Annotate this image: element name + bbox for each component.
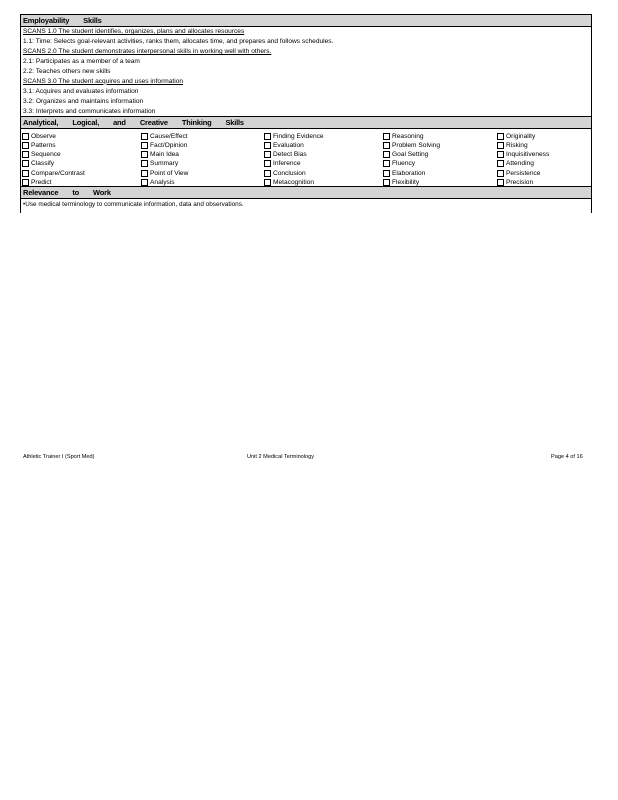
skill-checkbox-item[interactable] bbox=[22, 169, 85, 178]
skill-checkbox-item[interactable] bbox=[22, 150, 85, 159]
skill-checkbox-item[interactable] bbox=[264, 141, 324, 150]
skill-checkbox-item[interactable] bbox=[22, 141, 85, 150]
checkbox[interactable] bbox=[141, 133, 148, 140]
checkbox[interactable] bbox=[497, 142, 504, 149]
relevance-text: •Use medical terminology to communicate information, data and observations. bbox=[23, 201, 244, 209]
skill-label: Goal Setting bbox=[392, 151, 429, 159]
skill-label: Detect Bias bbox=[273, 151, 307, 159]
skill-checkbox-item[interactable] bbox=[383, 131, 440, 140]
skill-label: Attending bbox=[506, 160, 534, 168]
footer-course: Athletic Trainer I (Sport Med) bbox=[23, 454, 95, 460]
skill-checkbox-item[interactable] bbox=[264, 178, 324, 187]
checkbox[interactable] bbox=[141, 179, 148, 186]
skill-checkbox-item[interactable] bbox=[497, 169, 549, 178]
checkbox[interactable] bbox=[383, 170, 390, 177]
checkbox[interactable] bbox=[141, 151, 148, 158]
checkbox[interactable] bbox=[264, 179, 271, 186]
skills-column bbox=[141, 131, 188, 187]
checkbox[interactable] bbox=[497, 133, 504, 140]
header-word: Logical, bbox=[72, 118, 100, 128]
skill-checkbox-item[interactable] bbox=[383, 150, 440, 159]
skill-label: Inquisitiveness bbox=[506, 151, 550, 159]
header-word: Skills bbox=[83, 16, 102, 25]
skill-label: Analysis bbox=[150, 179, 175, 187]
scans-competency: 3.1: Acquires and evaluates information bbox=[23, 87, 139, 95]
skill-label: Predict bbox=[31, 179, 52, 187]
skill-checkbox-item[interactable] bbox=[22, 178, 85, 187]
header-word: Relevance bbox=[23, 188, 59, 198]
footer-unit: Unit 2 Medical Terminology bbox=[247, 454, 315, 460]
skill-label: Conclusion bbox=[273, 169, 306, 177]
skill-checkbox-item[interactable] bbox=[141, 159, 188, 168]
skill-checkbox-item[interactable] bbox=[141, 169, 188, 178]
scans-competency: 2.2: Teaches others new skills bbox=[23, 67, 111, 75]
skill-checkbox-item[interactable] bbox=[141, 150, 188, 159]
skill-checkbox-item[interactable] bbox=[497, 178, 549, 187]
skill-checkbox-item[interactable] bbox=[264, 150, 324, 159]
skill-label: Finding Evidence bbox=[273, 132, 324, 140]
header-word: Work bbox=[93, 188, 111, 198]
checkbox[interactable] bbox=[383, 142, 390, 149]
checkbox[interactable] bbox=[497, 170, 504, 177]
checkbox[interactable] bbox=[264, 133, 271, 140]
checkbox[interactable] bbox=[22, 133, 29, 140]
skill-label: Classify bbox=[31, 160, 55, 168]
checkbox[interactable] bbox=[22, 151, 29, 158]
scans-competency: 2.1: Participates as a member of a team bbox=[23, 57, 140, 65]
skill-label: Evaluation bbox=[273, 141, 304, 149]
header-word: Thinking bbox=[181, 118, 212, 128]
skill-label: Patterns bbox=[31, 141, 56, 149]
skill-label: Flexibility bbox=[392, 179, 420, 187]
skill-label: Reasoning bbox=[392, 132, 424, 140]
skill-label: Risking bbox=[506, 141, 528, 149]
skill-checkbox-item[interactable] bbox=[141, 141, 188, 150]
skill-label: Problem Solving bbox=[392, 141, 441, 149]
skill-checkbox-item[interactable] bbox=[497, 159, 549, 168]
checkbox[interactable] bbox=[22, 160, 29, 167]
skills-column bbox=[264, 131, 324, 187]
skill-label: Cause/Effect bbox=[150, 132, 188, 140]
skill-checkbox-item[interactable] bbox=[22, 159, 85, 168]
checkbox[interactable] bbox=[497, 160, 504, 167]
skills-column bbox=[497, 131, 549, 187]
skill-label: Sequence bbox=[31, 151, 61, 159]
checkbox[interactable] bbox=[141, 160, 148, 167]
header-word: to bbox=[72, 188, 79, 198]
skill-label: Metacognition bbox=[273, 179, 315, 187]
skill-label: Elaboration bbox=[392, 169, 426, 177]
relevance-to-work-header bbox=[21, 186, 591, 199]
header-word: Employability bbox=[23, 16, 70, 25]
checkbox[interactable] bbox=[264, 151, 271, 158]
skill-label: Persistence bbox=[506, 169, 541, 177]
checkbox[interactable] bbox=[22, 170, 29, 177]
scans-competency: 3.2: Organizes and maintains information bbox=[23, 97, 144, 105]
skill-checkbox-item[interactable] bbox=[383, 159, 440, 168]
skill-label: Point of View bbox=[150, 169, 189, 177]
skill-checkbox-item[interactable] bbox=[497, 131, 549, 140]
checkbox[interactable] bbox=[383, 160, 390, 167]
skills-column bbox=[22, 131, 85, 187]
scans-standard: SCANS 3.0 The student acquires and uses information bbox=[23, 77, 184, 85]
skill-label: Originality bbox=[506, 132, 536, 140]
skill-label: Fluency bbox=[392, 160, 416, 168]
employability-skills-list bbox=[21, 27, 591, 116]
checkbox[interactable] bbox=[383, 133, 390, 140]
header-word: Skills bbox=[225, 118, 244, 128]
skill-checkbox-item[interactable] bbox=[383, 178, 440, 187]
checkbox[interactable] bbox=[22, 179, 29, 186]
skill-checkbox-item[interactable] bbox=[383, 141, 440, 150]
checkbox[interactable] bbox=[497, 151, 504, 158]
checkbox[interactable] bbox=[264, 170, 271, 177]
skill-checkbox-item[interactable] bbox=[497, 150, 549, 159]
skill-checkbox-item[interactable] bbox=[141, 131, 188, 140]
header-word: and bbox=[113, 118, 126, 128]
skill-label: Fact/Opinion bbox=[150, 141, 188, 149]
checkbox[interactable] bbox=[264, 160, 271, 167]
skill-checkbox-item[interactable] bbox=[264, 131, 324, 140]
scans-competency: 3.3: Interprets and communicates information bbox=[23, 107, 156, 115]
checkbox[interactable] bbox=[22, 142, 29, 149]
checkbox[interactable] bbox=[264, 142, 271, 149]
scans-competency: 1.1: Time: Selects goal-relevant activities, ranks them, allocates time, and prepares and follows schedules. bbox=[23, 37, 334, 45]
skill-checkbox-item[interactable] bbox=[383, 169, 440, 178]
checkbox[interactable] bbox=[141, 170, 148, 177]
skill-label: Summary bbox=[150, 160, 179, 168]
header-word: Creative bbox=[139, 118, 168, 128]
skill-checkbox-item[interactable] bbox=[22, 131, 85, 140]
skill-checkbox-item[interactable] bbox=[264, 169, 324, 178]
skills-column bbox=[383, 131, 440, 187]
scans-standard: SCANS 1.0 The student identifies, organizes, plans and allocates resources bbox=[23, 28, 245, 35]
skill-checkbox-item[interactable] bbox=[264, 159, 324, 168]
checkbox[interactable] bbox=[141, 142, 148, 149]
skill-label: Observe bbox=[31, 132, 56, 140]
skill-label: Inference bbox=[273, 160, 301, 168]
checkbox[interactable] bbox=[383, 151, 390, 158]
skills-table bbox=[20, 14, 592, 213]
thinking-skills-checklist bbox=[21, 129, 591, 186]
footer-page-number: Page 4 of 16 bbox=[551, 454, 583, 460]
checkbox[interactable] bbox=[383, 179, 390, 186]
skill-label: Compare/Contrast bbox=[31, 169, 85, 177]
skill-checkbox-item[interactable] bbox=[141, 178, 188, 187]
header-word: Analytical, bbox=[23, 118, 59, 128]
checkbox[interactable] bbox=[497, 179, 504, 186]
employability-skills-header bbox=[21, 14, 591, 27]
skill-checkbox-item[interactable] bbox=[497, 141, 549, 150]
skill-label: Precision bbox=[506, 179, 534, 187]
thinking-skills-header bbox=[21, 116, 591, 129]
skill-label: Main Idea bbox=[150, 151, 179, 159]
scans-standard: SCANS 2.0 The student demonstrates interpersonal skills in working well with others. bbox=[23, 47, 272, 55]
